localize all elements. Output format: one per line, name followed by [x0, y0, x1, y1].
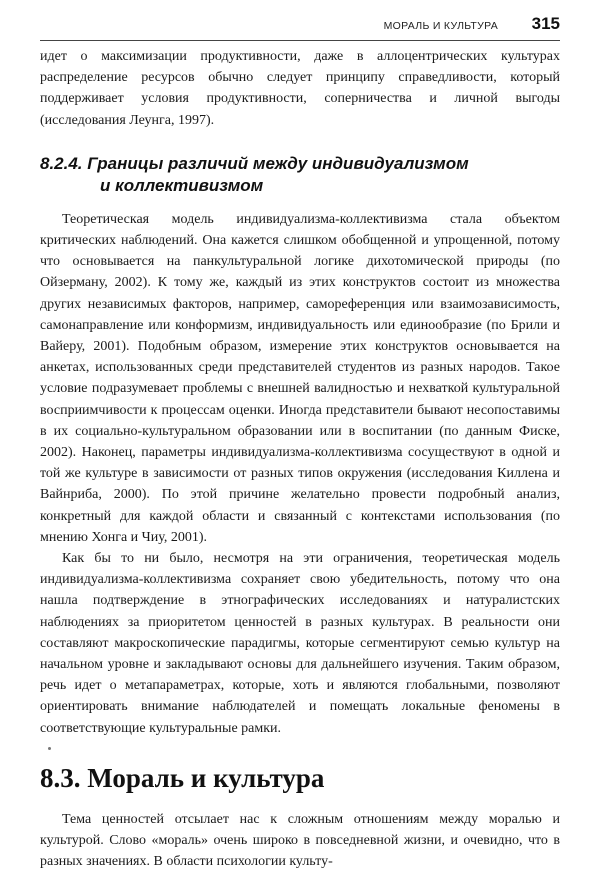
body-paragraph: Как бы то ни было, несмотря на эти ограничения, теоретическая модель индивидуализма-коллективизма сохраняет свою убедительность, потому что она нашла подтверждение в этнографических исследованиях и натуралистских наблюдениях за приоритетом ценностей в разных культурах. В реальности они составляют макроскопические парадигмы, которые сегментируют семью культур на начальном уровне и закладывают основы для дальнейшего изучения. Таким образом, речь идет о метапараметрах, которые, хоть и являются глобальными, позволяют ориентировать внимание наблюдателей и помещать локальные феномены в соответствующие культуральные рамки. — [40, 551, 560, 736]
body-paragraph: идет о максимизации продуктивности, даже в аллоцентрических культурах распределение ресурсов обычно следует принципу справедливости, который поддерживает условия продуктивности, соперничества и личной выгоды (исследования Леунга, 1997). — [40, 49, 560, 128]
page-body — [40, 46, 560, 873]
page-header — [40, 14, 560, 36]
header-rule — [40, 40, 560, 41]
running-title: МОРАЛЬ И КУЛЬТУРА — [383, 20, 498, 32]
subsection-title-line1: Границы различий между индивидуализмом — [87, 153, 469, 173]
body-paragraph: Тема ценностей отсылает нас к сложным отношениям между моралью и культурой. Слово «мораль» очень широко в повседневной жизни, и очевидно, что в разных значениях. В области психологии культу- — [40, 811, 560, 870]
subsection-number: 8.2.4. — [40, 153, 83, 173]
section-number: 8.3. — [40, 762, 81, 793]
subsection-title-line2: и коллективизмом — [100, 175, 264, 195]
subsection-heading — [40, 153, 560, 197]
section-title: Мораль и культура — [87, 762, 325, 793]
page-number: 315 — [531, 14, 560, 33]
section-heading — [40, 761, 560, 795]
body-paragraph: Теоретическая модель индивидуализма-коллективизма стала объектом критических наблюдений. Она кажется слишком обобщенной и упрощенной, потому что основывается на панкультуральной логике дихотомической природы (по Ойзерману, 2002). К тому же, каждый из этих конструктов состоит из множества других независимых факторов, например, самореференция или взаимозависимость, самонаправление или конформизм, индивидуальность или единообразие (по Брили и Вайеру, 2001). Подобным образом, измерение этих конструктов основывается на анкетах, использованных среди представителей студентов из разных народов. Такое условие подразумевает проблемы с внешней валидностью и нехваткой культуральной восприимчивости к процессам оценки. Иногда представители бывают несопоставимы в их социально-культуральном образовании или в воспитании (по данным Фиске, 2002). Наконец, параметры индивидуализма-коллективизма сосуществуют в одной и той же культуре в зависимости от разных типов окружения (исследования Киллена и Вайнриба, 2000). По этой причине желательно провести подробный анализ, конкретный для каждой области и связанный с контекстами использования (по мнению Хонга и Чиу, 2001). — [40, 211, 560, 545]
stray-mark — [40, 739, 560, 761]
